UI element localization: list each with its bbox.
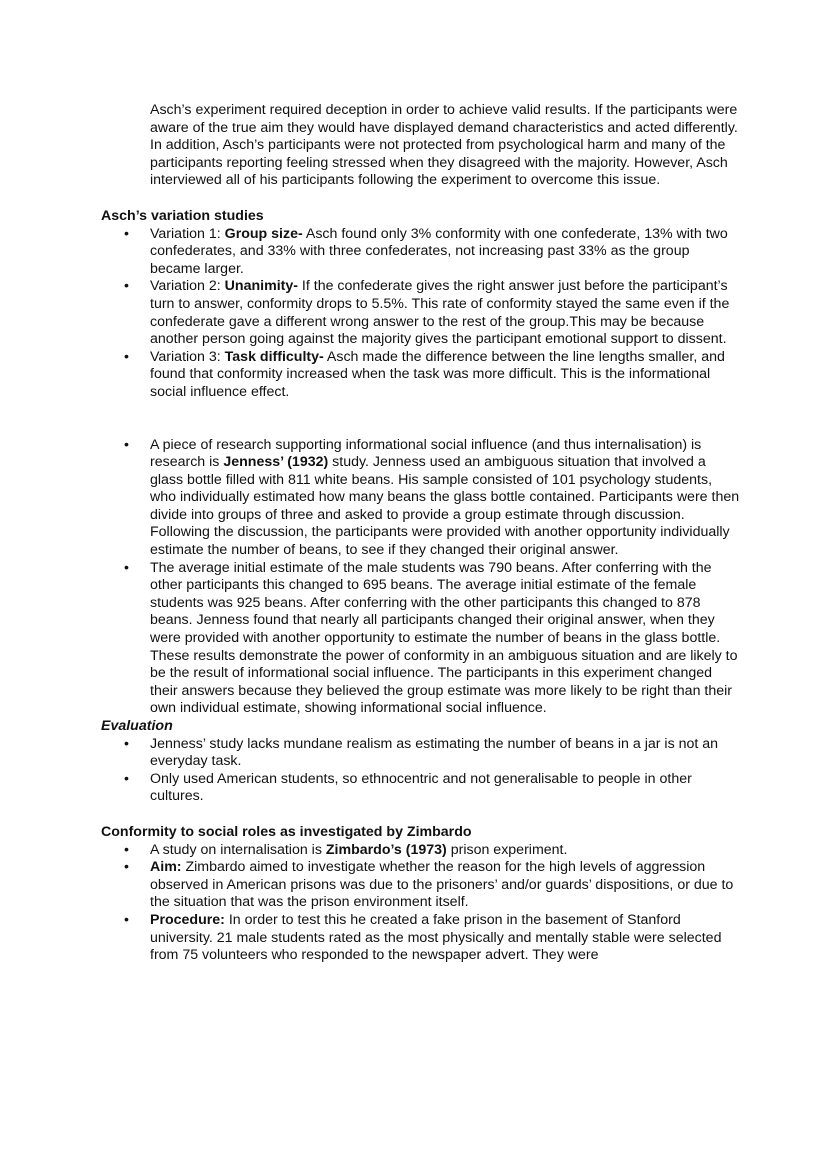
bullet-icon: • <box>124 770 129 787</box>
jenness-list <box>101 437 741 719</box>
list-item: • A study on internalisation is Zimbardo’s (1973) prison experiment. <box>124 841 568 858</box>
bullet-icon: • <box>124 225 129 242</box>
list-item: • Only used American students, so ethnocentric and not generalisable to people in other cultures. <box>124 770 692 805</box>
list-item: • Jenness’ study lacks mundane realism as estimating the number of beans in a jar is not an everyday task. <box>124 735 719 770</box>
bullet-icon: • <box>124 735 129 752</box>
intro-paragraph: Asch’s experiment required deception in order to achieve valid results. If the participants were aware of the true aim they would have displayed demand characteristics and acted differently. In addition, Asch’s participants were not protected from psychological harm and many of the participants reporting feeling stressed when they disagreed with the majority. However, Asch interviewed all of his participants following the experiment to overcome this issue. <box>150 102 738 189</box>
list-item: • Variation 2: Unanimity- If the confederate gives the right answer just before the participant’s turn to answer, conformity drops to 5.5%. This rate of conformity stayed the same even if the confederate gave a different wrong answer to the rest of the group.This may be because another person going against the majority gives the participant emotional support to dissent. <box>124 278 730 348</box>
bullet-icon: • <box>124 859 129 876</box>
bullet-icon: • <box>124 348 129 365</box>
zimbardo-heading: Conformity to social roles as investigated by Zimbardo <box>101 823 472 840</box>
list-item: • The average initial estimate of the male students was 790 beans. After conferring with the other participants this changed to 695 beans. The average initial estimate of the female students was 925 beans. After conferring with the other participants this changed to 878 beans. Jenness found that nearly all participants changed their original answer, when they were provided with another opportunity to estimate the number of beans in the glass bottle. These results demonstrate the power of conformity in an ambiguous situation and are likely to be the result of informational social influence. The participants in this experiment changed their answers because they believed the group estimate was more likely to be right than their own individual estimate, showing informational social influence. <box>124 559 738 717</box>
bullet-icon: • <box>124 841 129 858</box>
section-gap <box>101 402 741 437</box>
bullet-icon: • <box>124 278 129 295</box>
bullet-icon: • <box>124 559 129 576</box>
document-content <box>101 102 741 965</box>
evaluation-heading: Evaluation <box>101 718 173 734</box>
asch-variation-list <box>101 226 741 402</box>
list-item: • Aim: Zimbardo aimed to investigate whether the reason for the high levels of aggression observed in American prisons was due to the prisoners’ and/or guards’ dispositions, or due to the situation that was the prison environment itself. <box>124 859 734 911</box>
bullet-icon: • <box>124 436 129 453</box>
asch-variation-heading: Asch’s variation studies <box>101 207 264 224</box>
list-item: • Variation 1: Group size- Asch found only 3% conformity with one confederate, 13% with two confederates, and 33% with three confederates, not increasing past 33% as the group became larger. <box>124 225 728 277</box>
list-item: • A piece of research supporting informational social influence (and thus internalisation) is research is Jenness’ (1932) study. Jenness used an ambiguous situation that involved a glass bottle filled with 811 white beans. His sample consisted of 101 psychology students, who individually estimated how many beans the glass bottle contained. Participants were then divide into groups of three and asked to provide a group estimate through discussion. Following the discussion, the participants were provided with another opportunity individually estimate the number of beans, to see if they changed their original answer. <box>124 436 740 559</box>
list-item: • Procedure: In order to test this he created a fake prison in the basement of Stanford university. 21 male students rated as the most physically and mentally stable were selected from 75 volunteers who responded to the newspaper advert. They were <box>124 911 722 964</box>
evaluation-list <box>101 736 741 806</box>
bullet-icon: • <box>124 911 129 928</box>
list-item: • Variation 3: Task difficulty- Asch made the difference between the line lengths smaller, and found that conformity increased when the task was more difficult. This is the informational social influence effect. <box>124 348 725 400</box>
zimbardo-list <box>101 842 741 965</box>
